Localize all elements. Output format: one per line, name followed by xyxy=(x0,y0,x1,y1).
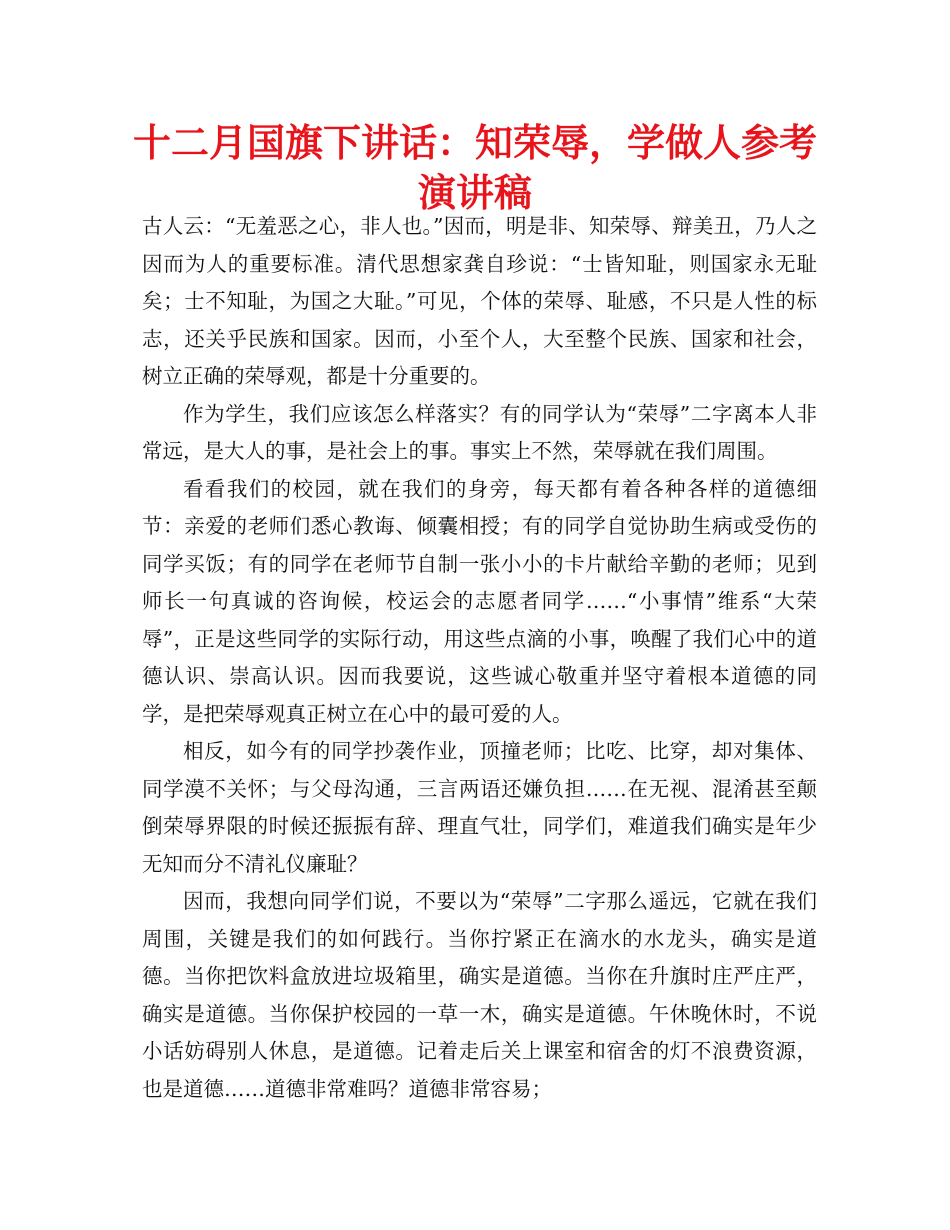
document-title: 十二月国旗下讲话：知荣辱，学做人参考演讲稿 xyxy=(132,121,817,215)
paragraph-5: 因而，我想向同学们说，不要以为“荣辱”二字那么遥远，它就在我们周围，关键是我们的如何践行。当你拧紧正在滴水的水龙头，确实是道德。当你把饮料盒放进垃圾箱里，确实是道德。当你在升旗时庄严庄严，确实是道德。当你保护校园的一草一木，确实是道德。午休晚休时，不说小话妨碍别人休息，是道德。记着走后关上课室和宿舍的灯不浪费资源，也是道德……道德非常难吗？道德非常容易； xyxy=(142,889,817,1101)
paragraph-2: 作为学生，我们应该怎么样落实？有的同学认为“荣辱”二字离本人非常远，是大人的事，是社会上的事。事实上不然，荣辱就在我们周围。 xyxy=(142,401,817,463)
paragraph-1: 古人云：“无羞恶之心，非人也。”因而，明是非、知荣辱、辩美丑，乃人之因而为人的重要标准。清代思想家龚自珍说：“士皆知耻，则国家永无耻矣；士不知耻，为国之大耻。”可见，个体的荣辱、耻感，不只是人性的标志，还关乎民族和国家。因而，小至个人，大至整个民族、国家和社会，树立正确的荣辱观，都是十分重要的。 xyxy=(142,214,817,388)
paragraph-4: 相反，如今有的同学抄袭作业，顶撞老师；比吃、比穿，却对集体、同学漠不关怀；与父母沟通，三言两语还嫌负担……在无视、混淆甚至颠倒荣辱界限的时候还振振有辞、理直气壮，同学们，难道我们确实是年少无知而分不清礼仪廉耻？ xyxy=(142,739,817,876)
document-body xyxy=(142,208,817,1108)
paragraph-3: 看看我们的校园，就在我们的身旁，每天都有着各种各样的道德细节：亲爱的老师们悉心教诲、倾囊相授；有的同学自觉协助生病或受伤的同学买饭；有的同学在老师节自制一张小小的卡片献给辛勤的老师；见到师长一句真诚的咨询候，校运会的志愿者同学……“小事情”维系“大荣辱”，正是这些同学的实际行动，用这些点滴的小事，唤醒了我们心中的道德认识、崇高认识。因而我要说，这些诚心敬重并坚守着根本道德的同学，是把荣辱观真正树立在心中的最可爱的人。 xyxy=(142,476,817,726)
